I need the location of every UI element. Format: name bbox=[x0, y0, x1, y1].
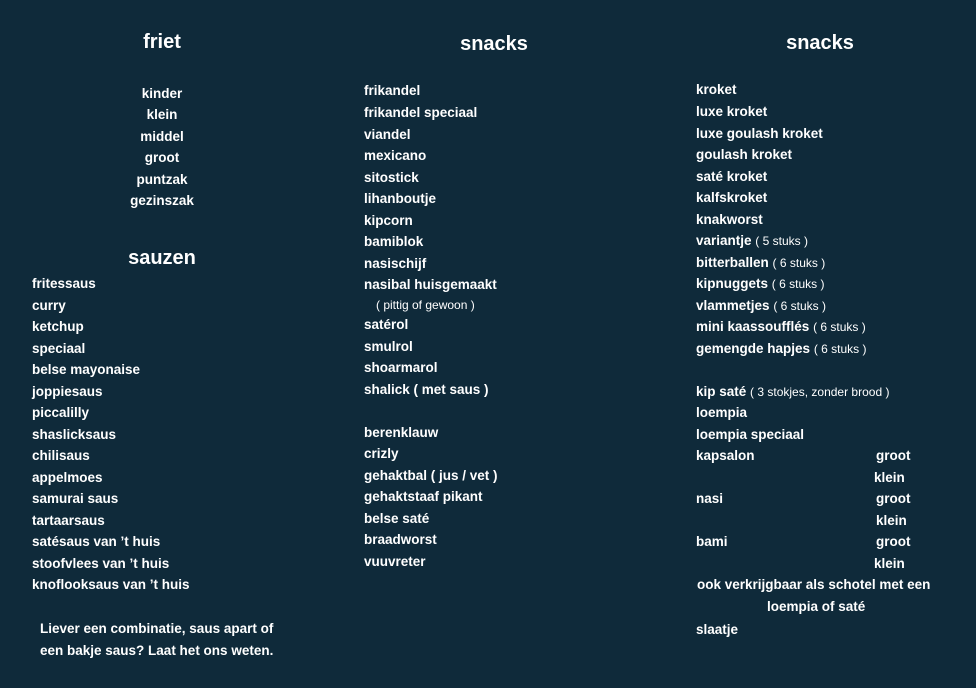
friet-item: klein bbox=[146, 107, 178, 122]
friet-item: gezinszak bbox=[130, 193, 194, 208]
friet-item: groot bbox=[144, 150, 180, 165]
kapsalon-item: kapsalon bbox=[696, 448, 755, 463]
saus-item: stoofvlees van ’t huis bbox=[32, 556, 170, 571]
loempia-item: loempia bbox=[696, 405, 748, 420]
snack-item: belse saté bbox=[364, 511, 430, 526]
snack-item: sitostick bbox=[364, 170, 419, 185]
snack-item: gehaktbal ( jus / vet ) bbox=[364, 468, 498, 483]
snack-item: smulrol bbox=[364, 339, 413, 354]
size-klein: klein bbox=[876, 513, 907, 528]
snack-item-count: gemengde hapjes ( 6 stuks ) bbox=[696, 341, 867, 356]
snacks-title-1: snacks bbox=[460, 33, 528, 55]
saus-item: knoflooksaus van ’t huis bbox=[32, 577, 190, 592]
slaatje-item: slaatje bbox=[696, 622, 739, 637]
saus-item: shaslicksaus bbox=[32, 427, 117, 442]
saus-item: belse mayonaise bbox=[32, 362, 141, 377]
size-groot: groot bbox=[876, 491, 911, 506]
bami-item: bami bbox=[696, 534, 728, 549]
snack-item: satérol bbox=[364, 317, 409, 332]
nasibal-note: ( pittig of gewoon ) bbox=[376, 298, 475, 312]
snack-item: knakworst bbox=[696, 212, 763, 227]
saus-item: chilisaus bbox=[32, 448, 90, 463]
snack-item: braadworst bbox=[364, 532, 437, 547]
saus-item: tartaarsaus bbox=[32, 513, 105, 528]
snack-item: luxe kroket bbox=[696, 104, 768, 119]
size-klein: klein bbox=[874, 556, 905, 571]
saus-note: Liever een combinatie, saus apart of bbox=[40, 621, 274, 636]
snack-item-count: variantje ( 5 stuks ) bbox=[696, 233, 808, 248]
saus-note: een bakje saus? Laat het ons weten. bbox=[40, 643, 274, 658]
saus-item: ketchup bbox=[32, 319, 84, 334]
schotel-note: ook verkrijgbaar als schotel met een bbox=[697, 577, 931, 592]
friet-item: puntzak bbox=[136, 172, 188, 187]
snack-item: bamiblok bbox=[364, 234, 424, 249]
snack-item: gehaktstaaf pikant bbox=[364, 489, 483, 504]
saus-item: joppiesaus bbox=[32, 384, 103, 399]
nasi-item: nasi bbox=[696, 491, 724, 506]
snack-item: kroket bbox=[696, 82, 737, 97]
snack-item: frikandel bbox=[364, 83, 421, 98]
sauzen-title: sauzen bbox=[128, 247, 196, 269]
snack-item: crizly bbox=[364, 446, 399, 461]
snack-item-count: mini kaassoufflés ( 6 stuks ) bbox=[696, 319, 866, 334]
snack-item: shalick ( met saus ) bbox=[364, 382, 489, 397]
snacks-title-2: snacks bbox=[786, 32, 854, 54]
friet-title: friet bbox=[143, 31, 181, 53]
size-groot: groot bbox=[876, 448, 911, 463]
snack-item: kipcorn bbox=[364, 213, 413, 228]
saus-item: satésaus van ’t huis bbox=[32, 534, 161, 549]
snack-item: lihanboutje bbox=[364, 191, 436, 206]
size-klein: klein bbox=[874, 470, 905, 485]
snack-item: berenklauw bbox=[364, 425, 439, 440]
snack-item: shoarmarol bbox=[364, 360, 438, 375]
snack-item: frikandel speciaal bbox=[364, 105, 478, 120]
snack-item: vuuvreter bbox=[364, 554, 426, 569]
snack-item: nasischijf bbox=[364, 256, 427, 271]
snack-item: saté kroket bbox=[696, 169, 768, 184]
snack-item: mexicano bbox=[364, 148, 427, 163]
saus-item: speciaal bbox=[32, 341, 86, 356]
snack-item: luxe goulash kroket bbox=[696, 126, 823, 141]
snack-item-count: vlammetjes ( 6 stuks ) bbox=[696, 298, 826, 313]
saus-item: piccalilly bbox=[32, 405, 90, 420]
friet-item: middel bbox=[140, 129, 184, 144]
saus-item: samurai saus bbox=[32, 491, 119, 506]
kip-sate-item: kip saté ( 3 stokjes, zonder brood ) bbox=[696, 384, 890, 399]
snack-item: kalfskroket bbox=[696, 190, 768, 205]
snack-item-count: kipnuggets ( 6 stuks ) bbox=[696, 276, 825, 291]
snack-item: goulash kroket bbox=[696, 147, 793, 162]
loempia-speciaal-item: loempia speciaal bbox=[696, 427, 805, 442]
size-groot: groot bbox=[876, 534, 911, 549]
snack-item: nasibal huisgemaakt bbox=[364, 277, 497, 292]
saus-item: appelmoes bbox=[32, 470, 103, 485]
friet-item: kinder bbox=[141, 86, 183, 101]
saus-item: fritessaus bbox=[32, 276, 96, 291]
saus-item: curry bbox=[32, 298, 66, 313]
snack-item: viandel bbox=[364, 127, 411, 142]
snack-item-count: bitterballen ( 6 stuks ) bbox=[696, 255, 826, 270]
schotel-note: loempia of saté bbox=[767, 599, 866, 614]
